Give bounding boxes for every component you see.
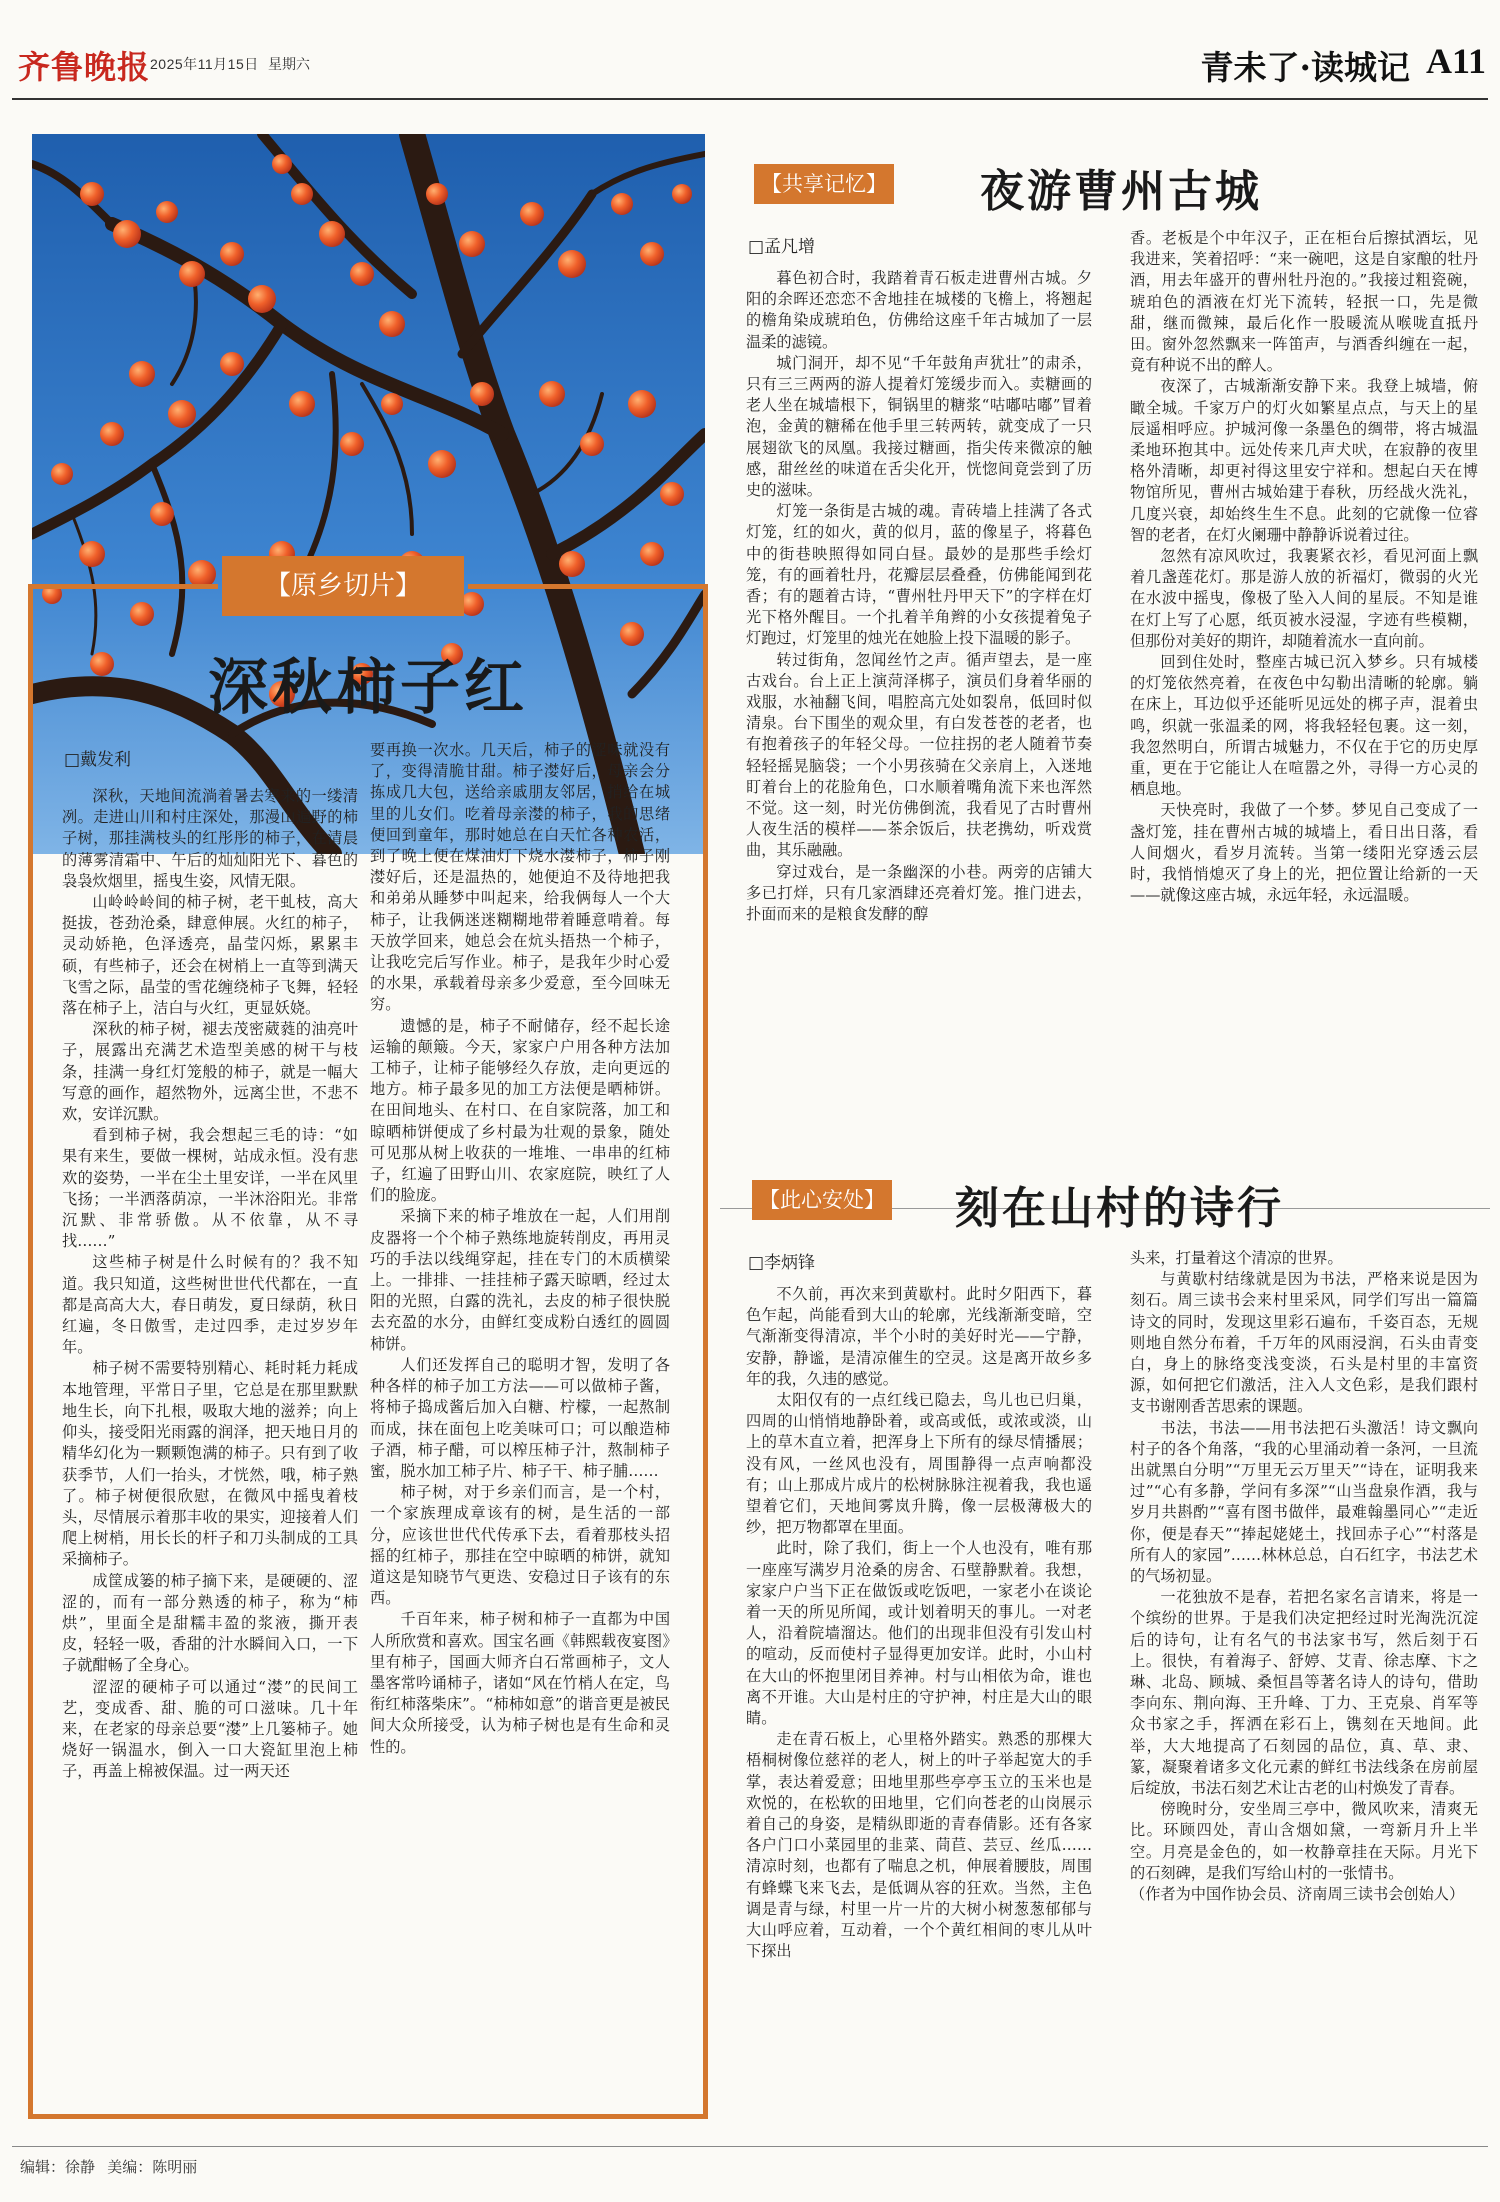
header-rule [12,98,1488,100]
paper-name: 齐鲁晚报 [18,48,151,86]
paragraph: 傍晚时分，安坐周三亭中，微风吹来，清爽无比。环顾四处，青山含烟如黛，一弯新月升上半空。月亮是金色的，如一枚静章挂在天际。月光下的石刻碑，是我们写给山村的一张情书。 [1130,1800,1478,1882]
paragraph: 天快亮时，我做了一个梦。梦见自己变成了一盏灯笼，挂在曹州古城的城墙上，看日出日落，看人间烟火，看岁月流转。当第一缕阳光穿透云层时，我悄悄熄灭了身上的光，把位置让给新的一天——就像这座古城，永远年轻，永远温暖。 [1130,801,1478,905]
article-author-right-bottom: □李炳锋 [748,1253,816,1273]
paragraph: 穿过戏台，是一条幽深的小巷。两旁的店铺大多已打烊，只有几家酒肆还亮着灯笼。推门进去，扑面而来的是粮食发酵的醇 [746,862,1092,924]
article-author-right-top: □孟凡增 [748,237,816,257]
paragraph: 人们还发挥自己的聪明才智，发明了各种各样的柿子加工方法——可以做柿子酱，将柿子捣成酱后加入白糖、柠檬，一起熬制而成，抹在面包上吃美味可口；可以酿造柿子酒，柿子醋，可以榨压柿子汁，熬制柿子蜜，脱水加工柿子片、柿子干、柿子脯…… [370,1355,670,1480]
issue-date: 2025年11月15日 [150,56,259,72]
paragraph: 涩涩的硬柿子可以通过“漤”的民间工艺，变成香、甜、脆的可口滋味。几十年来，在老家的母亲总要“漤”上几篓柿子。她烧好一锅温水，倒入一口大瓷缸里泡上柿子，再盖上棉被保温。过一两天还 [62,1677,358,1781]
paragraph: 转过街角，忽闻丝竹之声。循声望去，是一座古戏台。台上正上演菏泽梆子，演员们身着华丽的戏服，水袖翻飞间，唱腔高亢处如裂帛，低回时似清泉。台下围坐的观众里，有白发苍苍的老者，也有抱着孩子的年轻父母。一位拄拐的老人随着节奏轻轻摇晃脑袋；一个小男孩骑在父亲肩上，入迷地盯着台上的花脸角色，口水顺着嘴角流下来也浑然不觉。这一刻，时光仿佛倒流，我看见了古时曹州人夜生活的模样——茶余饭后，扶老携幼，听戏赏曲，其乐融融。 [746,650,1092,860]
paragraph: 灯笼一条街是古城的魂。青砖墙上挂满了各式灯笼，红的如火，黄的似月，蓝的像星子，将暮色中的街巷映照得如同白昼。最妙的是那些手绘灯笼，有的画着牡丹，花瓣层层叠叠，仿佛能闻到花香；有的题着古诗，“曹州牡丹甲天下”的字样在灯光下格外醒目。一个扎着羊角辫的小女孩提着兔子灯跑过，灯笼里的烛光在她脸上投下温暖的影子。 [746,502,1092,648]
article-title-left: 深秋柿子红 [208,653,528,723]
paragraph: 走在青石板上，心里格外踏实。熟悉的那棵大梧桐树像位慈祥的老人，树上的叶子举起宽大的手掌，表达着爱意；田地里那些亭亭玉立的玉米也是欢悦的，在松软的田地里，它们向苍老的山岗展示着自己的身姿，是精纵即逝的青春倩影。还有各家各户门口小菜园里的韭菜、茼苣、芸豆、丝瓜……清凉时刻，也都有了喘息之机，伸展着腰肢，周围有蜂蝶飞来飞去，是低调从容的狂欢。当然，主色调是青与绿，村里一片一片的大树小树葱葱郁郁与大山呼应着，互动着，一个个黄红相间的枣儿从叶下探出 [746,1730,1092,1961]
paragraph: 香。老板是个中年汉子，正在柜台后擦拭酒坛，见我进来，笑着招呼：“来一碗吧，这是自家酿的牡丹酒，用去年盛开的曹州牡丹泡的。”我接过粗瓷碗，琥珀色的酒液在灯光下流转，轻抿一口，先是微甜，继而微辣，最后化作一股暖流从喉咙直抵丹田。窗外忽然飘来一阵笛声，与酒香纠缠在一起，竟有种说不出的醉人。 [1130,229,1478,375]
paragraph: 回到住处时，整座古城已沉入梦乡。只有城楼的灯笼依然亮着，在夜色中勾勒出清晰的轮廓。躺在床上，耳边似乎还能听见远处的梆子声，混着虫鸣，织就一张温柔的网，将我轻轻包裹。这一刻，我忽然明白，所谓古城魅力，不仅在于它的历史厚重，更在于它能让人在喧嚣之外，寻得一方心灵的栖息地。 [1130,653,1478,799]
author-footnote: （作者为中国作协会员、济南周三读书会创始人） [1130,1885,1465,1904]
page-number: A11 [1425,41,1486,81]
footer-rule [12,2146,1488,2147]
credits [20,2156,205,2177]
paragraph: 深秋，天地间流淌着暑去寒来的一缕清冽。走进山川和村庄深处，那漫山遍野的柿子树，那挂满枝头的红彤彤的柿子，在清晨的薄雾清霜中、午后的灿灿阳光下、暮色的袅袅炊烟里，摇曳生姿，风情无限。 [62,787,358,890]
paragraph: 看到柿子树，我会想起三毛的诗：“如果有来生，要做一棵树，站成永恒。没有悲欢的姿势，一半在尘土里安详，一半在风里飞扬；一半洒落荫凉，一半沐浴阳光。非常沉默、非常骄傲。从不依靠，从不寻找……” [62,1126,358,1251]
frame-top-right [468,584,708,589]
paragraph: 此时，除了我们，街上一个人也没有，唯有那一座座写满岁月沧桑的房舍、石壁静默着。我想，家家户户当下正在做饭或吃饭吧，一家老小在谈论着一天的所见所闻，或计划着明天的事儿。一对老人，沿着院墙溜达。他们的出现非但没有引发山村的喧动，反而使村子显得更加安详。此时，小山村在大山的怀抱里闭目养神。村与山相依为命，谁也离不开谁。大山是村庄的守护神，村庄是大山的眼睛。 [746,1539,1092,1728]
editor-credit: 编辑：徐静 [20,2159,96,2176]
paragraph: 与黄歇村结缘就是因为书法，严格来说是因为刻石。周三读书会来村里采风，同学们写出一篇篇诗文的同时，发现这里彩石遍布，千姿百态，无规则地自然分布着，千万年的风雨浸润，石头由青变白，身上的脉络变浅变淡，石头是村里的丰富资源，如何把它们激活，注入人文色彩，是我们跟村支书谢刚香苦思索的课题。 [1130,1270,1478,1416]
issue-weekday: 星期六 [268,56,310,72]
article-author-left: □戴发利 [64,750,132,770]
paragraph: 太阳仅有的一点红线已隐去，鸟儿也已归巢，四周的山悄悄地静卧着，或高或低，或浓或淡，山上的草木直立着，把浑身上下所有的绿尽情播展；没有风，一丝风也没有，周围静得一点声响都没有；山上那成片成片的松树脉脉注视着我，我也遥望着它们，天地间雾岚升腾，像一层极薄极大的纱，把万物都罩在里面。 [746,1391,1092,1537]
article-left-column-2 [370,740,670,2100]
article-right-top-column-2 [1130,228,1478,1168]
paragraph: 头来，打量着这个清凉的世界。 [1130,1249,1343,1267]
paragraph: 不久前，再次来到黄歇村。此时夕阳西下，暮色乍起，尚能看到大山的轮廓，光线渐渐变暗，空气渐渐变得清凉，半个小时的美好时光——宁静，安静，静谧，是清凉催生的空灵。这是离开故乡多年的我，久违的感觉。 [746,1285,1092,1388]
paragraph: 忽然有凉风吹过，我裹紧衣衫，看见河面上飘着几盏莲花灯。那是游人放的祈福灯，微弱的火光在水波中摇曳，像极了坠入人间的星辰。不知是谁在灯上写了心愿，纸页被水浸湿，字迹有些模糊，但那份对美好的期许，却随着流水一直向前。 [1130,547,1478,650]
paragraph: 城门洞开，却不见“千年鼓角声犹壮”的肃杀，只有三三两两的游人提着灯笼缓步而入。卖糖画的老人坐在城墙根下，铜锅里的糖浆“咕嘟咕嘟”冒着泡，金黄的糖稀在他手里三转两转，就变成了一只展翅欲飞的凤凰。我接过糖画，指尖传来微凉的触感，甜丝丝的味道在舌尖化开，恍惚间竟尝到了历史的滋味。 [746,353,1092,500]
article-right-bottom-column-2 [1130,1248,1478,2134]
paragraph: 这些柿子树是什么时候有的？我不知道。我只知道，这些树世世代代都在，一直都是高高大大，春日萌发，夏日绿荫，秋日红遍，冬日傲雪，走过四季，走过岁岁年年。 [62,1253,358,1357]
paragraph: 暮色初合时，我踏着青石板走进曹州古城。夕阳的余晖还恋恋不舍地挂在城楼的飞檐上，将翘起的檐角染成琥珀色，仿佛给这座千年古城加了一层温柔的滤镜。 [746,269,1092,351]
section-name: 青未了·读城记 [1200,48,1410,87]
article-right-bottom-column-1 [746,1284,1092,2134]
article-left-column-1 [62,786,358,2096]
paragraph: 采摘下来的柿子堆放在一起，人们用削皮器将一个个柿子熟练地旋转削皮，再用灵巧的手法以线绳穿起，挂在专门的木质横梁上。一排排、一挂挂柿子露天晾晒，经过太阳的光照，白露的洗礼，去皮的柿子很快脱去充盈的水分，由鲜红变成粉白透红的圆圆柿饼。 [370,1207,670,1353]
paragraph: 柿子树，对于乡亲们而言，是一个村，一个家族理成章该有的树，是生活的一部分，应该世世代代传承下去，看着那枝头招摇的红柿子，那挂在空中晾晒的柿饼，就知道这是知晓节气更迭、安稳过日子该有的东西。 [370,1483,670,1608]
column-tag-right-bottom: 【此心安处】 [752,1180,892,1220]
paragraph: 遗憾的是，柿子不耐储存，经不起长途运输的颠簸。今天，家家户户用各种方法加工柿子，让柿子能够经久存放，走向更远的地方。柿子最多见的加工方法便是晒柿饼。在田间地头、在村口、在自家院落，加工和晾晒柿饼便成了乡村最为壮观的景象，随处可见那从树上收获的一堆堆、一串串的红柿子，红遍了田野山川、农家庭院，映红了人们的脸庞。 [370,1016,670,1205]
column-tag-left: 【原乡切片】 [222,556,464,616]
article-title-right-bottom: 刻在山村的诗行 [955,1183,1284,1234]
paragraph: 一花独放不是春，若把名家名言请来，将是一个缤纷的世界。于是我们决定把经过时光淘洗沉淀后的诗句，让有名气的书法家书写，然后刻于石上。很快，有着海子、舒婷、艾青、徐志摩、卞之琳、北岛、顾城、桑恒昌等著名诗人的诗句，借助李向东、荆向海、王升峰、丁力、王克泉、肖军等众书家之手，挥洒在彩石上，镌刻在天地间。此举，大大地提高了石刻园的品位，真、草、隶、篆，凝聚着诸多文化元素的鲜红书法线条在房前屋后绽放，书法石刻艺术让古老的山村焕发了青春。 [1130,1588,1478,1798]
paragraph: 山岭岭岭间的柿子树，老干虬枝，高大挺拔，苍劲沧桑，肆意伸展。火红的柿子，灵动娇艳，色泽透亮，晶莹闪烁，累累丰硕，有些柿子，还会在树梢上一直等到满天飞雪之际，晶莹的雪花缠绕柿子飞舞，轻轻落在柿子上，洁白与火红，更显妖娆。 [62,893,358,1018]
paragraph: 柿子树不需要特别精心、耗时耗力耗成本地管理，平常日子里，它总是在那里默默地生长，向下扎根，吸取大地的滋养；向上仰头，接受阳光雨露的润泽，把天地日月的精华幻化为一颗颗饱满的柿子。只有到了收获季节，人们一抬头，才恍然，哦，柿子熟了。柿子树便很欣慰，在微风中摇曳着枝头，尽情展示着那丰收的果实，迎接着人们爬上树梢，用长长的杆子和刀头制成的工具采摘柿子。 [62,1359,358,1569]
paragraph: 书法，书法——用书法把石头激活！诗文飘向村子的各个角落，“我的心里涌动着一条河，一旦流出就黑白分明”“万里无云万里天”“诗在，证明我来过”“心有多静，学问有多深”“山当盘泉作酒，我与岁月共斟酌”“喜有图书做伴，最难翰墨同心”“走近你，便是春天”“捧起姥姥土，找回赤子心”“村落是所有人的家园”……林林总总，白石红字，书法艺术的气场初显。 [1130,1418,1478,1586]
paragraph: 成筐成篓的柿子摘下来，是硬硬的、涩涩的，而有一部分熟透的柿子，称为“柿烘”，里面全是甜糯丰盈的浆液，撕开表皮，轻轻一吸，香甜的汁水瞬间入口，一下子就酣畅了全身心。 [62,1571,358,1675]
designer-credit: 美编：陈明丽 [107,2159,198,2176]
paragraph: 千百年来，柿子树和柿子一直都为中国人所欣赏和喜欢。国宝名画《韩熙载夜宴图》里有柿子，国画大师齐白石常画柿子，文人墨客常吟诵柿子，诸如“风在竹梢人在定，鸟衔红柿落柴床”。“柿柿如意”的谐音更是被民间大众所接受，认为柿子树也是有生命和灵性的。 [370,1610,670,1756]
paragraph: 要再换一次水。几天后，柿子的涩味就没有了，变得清脆甘甜。柿子漤好后，母亲会分拣成几大包，送给亲戚朋友邻居，捎给在城里的儿女们。吃着母亲漤的柿子，我的思绪便回到童年，那时她总在白天忙各种农活，到了晚上便在煤油灯下烧水漤柿子，柿子刚漤好后，还是温热的，她便迫不及待地把我和弟弟从睡梦中叫起来，给我俩每人一个大柿子，让我俩迷迷糊糊地带着睡意啃着。每天放学回来，她总会在炕头捂热一个柿子，让我吃完后写作业。柿子，是我年少时心爱的水果，承载着母亲多少爱意，至今回味无穷。 [370,741,670,1014]
frame-top-left [28,584,218,589]
article-right-top-column-1 [746,268,1092,1168]
column-tag-right-top: 【共享记忆】 [754,164,894,204]
paragraph: 深秋的柿子树，褪去茂密葳蕤的油亮叶子，展露出充满艺术造型美感的树干与枝条，挂满一身红灯笼般的柿子，就是一幅大写意的画作，超然物外，远离尘世，不悲不欢，安详沉默。 [62,1020,358,1124]
article-title-right-top: 夜游曹州古城 [980,166,1262,217]
paragraph: 夜深了，古城渐渐安静下来。我登上城墙，俯瞰全城。千家万户的灯火如繁星点点，与天上的星辰遥相呼应。护城河像一条墨色的绸带，将古城温柔地环抱其中。远处传来几声犬吠，在寂静的夜里格外清晰，却更衬得这里安宁祥和。想起白天在博物馆所见，曹州古城始建于春秋，历经战火洗礼，几度兴衰，却始终生生不息。此刻的它就像一位睿智的老者，在灯火阑珊中静静诉说着过往。 [1130,377,1478,544]
